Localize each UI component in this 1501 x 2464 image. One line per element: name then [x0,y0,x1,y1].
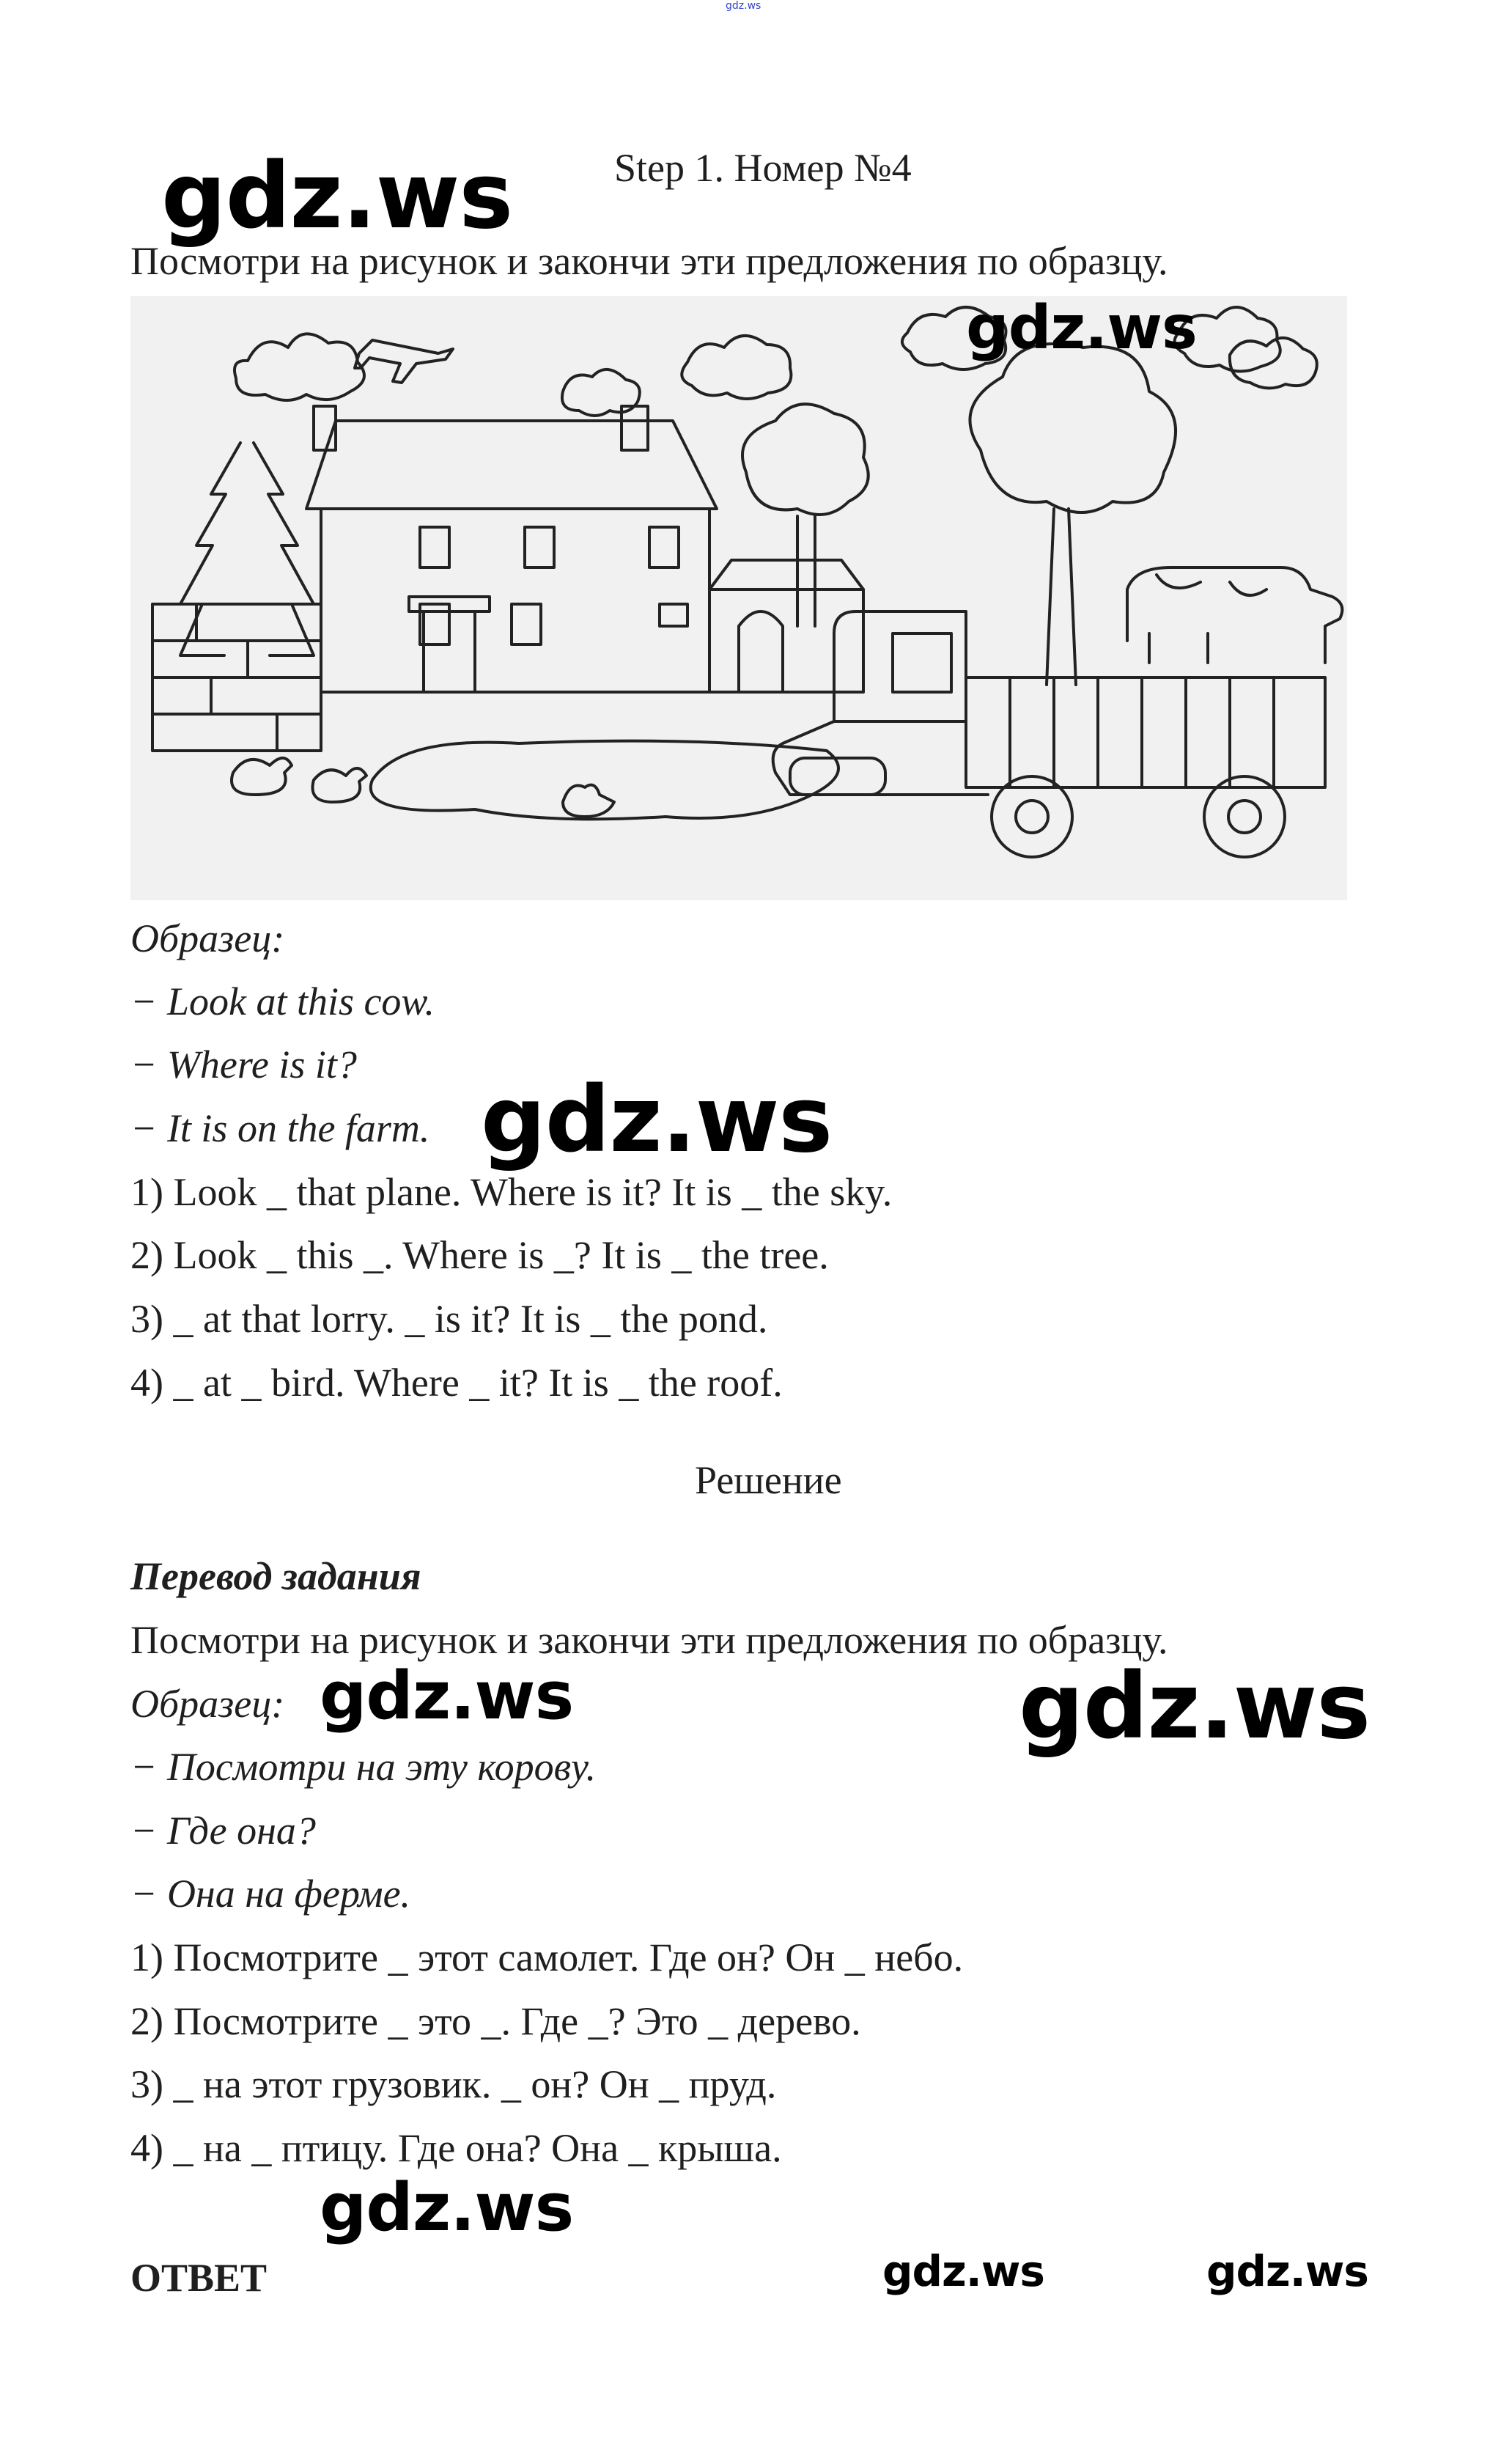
example-line: − Она на ферме. [130,1872,411,1916]
example-line: − Посмотри на эту корову. [130,1745,597,1789]
example-line: − Look at this cow. [130,979,435,1023]
watermark: gdz.ws [966,293,1197,363]
watermark: gdz.ws [882,2246,1044,2296]
translation-heading: Перевод задания [130,1554,421,1598]
translation-exercise: 2) Посмотрите _ это _. Где _? Это _ дерево. [130,1999,861,2043]
watermark: gdz.ws [1019,1654,1371,1759]
translation-exercise: 3) _ на этот грузовик. _ он? Он _ пруд. [130,2062,777,2106]
farm-illustration [130,296,1347,900]
watermark: gdz.ws [161,144,513,249]
page-title: Step 1. Номер №4 [614,146,912,190]
exercise-line: 1) Look _ that plane. Where is it? It is _ the sky. [130,1170,893,1214]
translation-instruction: Посмотри на рисунок и закончи эти предложения по образцу. [130,1618,1168,1662]
exercise-line: 3) _ at that lorry. _ is it? It is _ the pond. [130,1297,768,1341]
example-line: − Где она? [130,1809,316,1853]
exercise-line: 2) Look _ this _. Where is _? It is _ the tree. [130,1233,829,1277]
answer-label: ОТВЕТ [130,2256,268,2300]
top-watermark: gdz.ws [726,0,761,12]
watermark: gdz.ws [481,1067,833,1173]
example-line: − It is on the farm. [130,1106,430,1150]
watermark: gdz.ws [320,2169,574,2246]
translation-exercise: 4) _ на _ птицу. Где она? Она _ крыша. [130,2126,782,2170]
example-label: Образец: [130,916,285,960]
translation-exercise: 1) Посмотрите _ этот самолет. Где он? Он _ небо. [130,1935,964,1979]
exercise-line: 4) _ at _ bird. Where _ it? It is _ the roof. [130,1361,783,1405]
watermark: gdz.ws [1206,2246,1368,2296]
watermark: gdz.ws [320,1658,574,1735]
solution-heading: Решение [695,1458,842,1502]
example-line: − Where is it? [130,1042,357,1086]
task-instruction: Посмотри на рисунок и закончи эти предложения по образцу. [130,239,1168,283]
example-label: Образец: [130,1682,285,1726]
